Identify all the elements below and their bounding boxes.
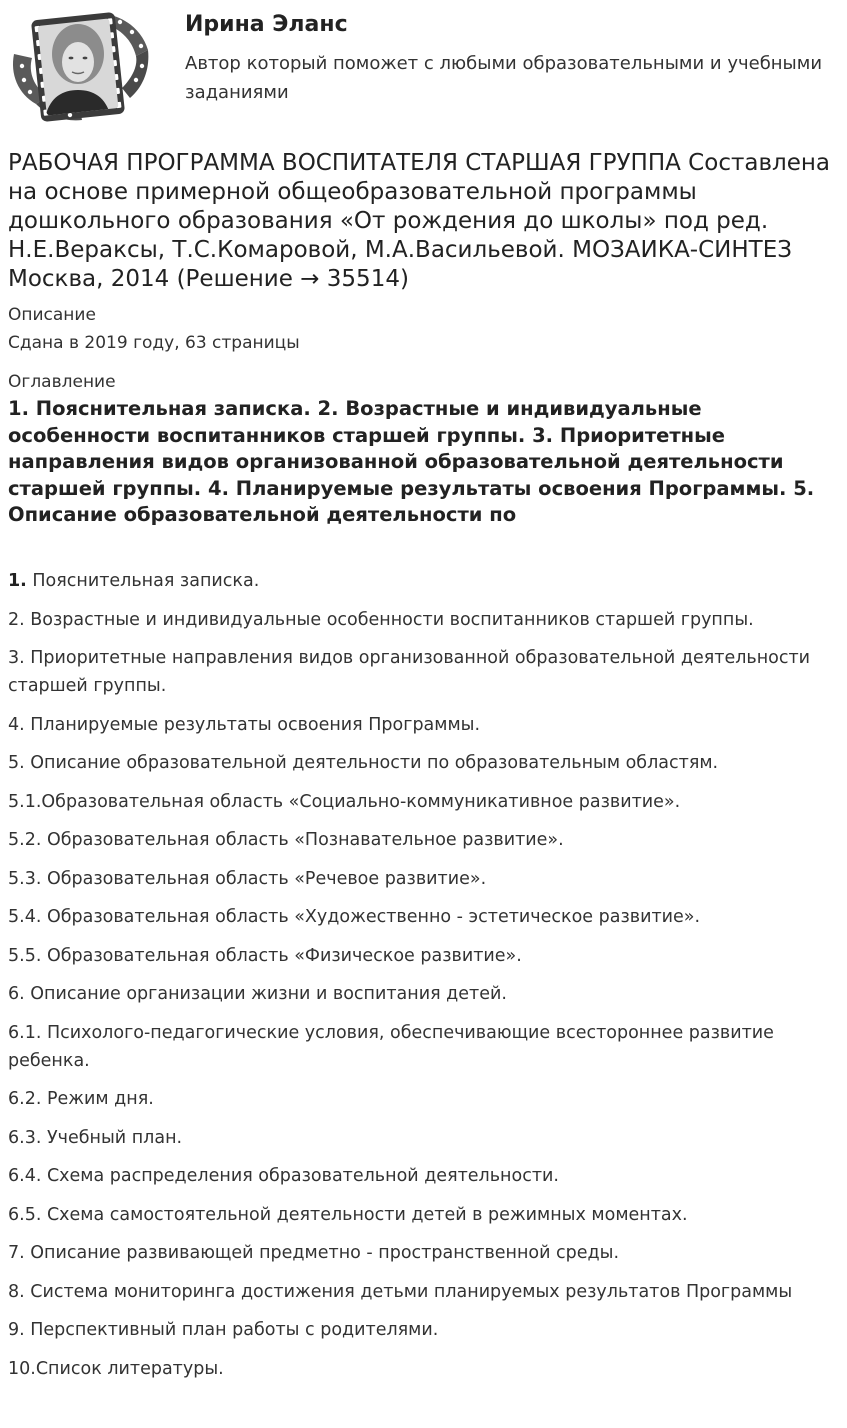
film-frame-avatar-icon — [8, 8, 150, 126]
toc-item: 4. Планируемые результаты освоения Программы. — [8, 714, 481, 735]
toc-list — [8, 567, 843, 1393]
toc-item: 6.2. Режим дня. — [8, 1089, 154, 1109]
description-value: Сдана в 2019 году, 63 страницы — [8, 333, 300, 353]
toc-item: 5. Описание образовательной деятельности по образовательным областям. — [8, 753, 719, 773]
toc-item — [8, 567, 843, 595]
toc-item: 5.1.Образовательная область «Социально-коммуникативное развитие». — [8, 791, 681, 812]
document-title: РАБОЧАЯ ПРОГРАММА ВОСПИТАТЕЛЯ СТАРШАЯ ГРУППА Составлена на основе примерной общеобразовательной программы дошкольного образования «От рождения до школы» под ред. Н.Е.Вераксы, Т.С.Комаровой, М.А.Васильевой. МОЗАИКА-СИНТЕЗ Москва, 2014 (Решение → 35514) — [8, 150, 830, 292]
toc-item: 2. Возрастные и индивидуальные особенности воспитанников старшей группы. — [8, 609, 754, 630]
toc-item: 7. Описание развивающей предметно - пространственной среды. — [8, 1243, 620, 1263]
author-header — [0, 0, 847, 130]
toc-item: 6.4. Схема распределения образовательной деятельности. — [8, 1166, 559, 1186]
toc-item: 5.2. Образовательная область «Познавательное развитие». — [8, 830, 564, 850]
toc-label: Оглавление — [8, 372, 116, 392]
toc-item: 6.3. Учебный план. — [8, 1127, 183, 1148]
avatar[interactable] — [8, 8, 150, 126]
toc-summary: 1. Пояснительная записка. 2. Возрастные и индивидуальные особенности воспитанников старшей группы. 3. Приоритетные направления видов организованной образовательной деятельности старшей группы. 4. Планируемые результаты освоения Программы. 5. Описание образовательной деятельности по — [8, 397, 815, 526]
toc-item: 8. Система мониторинга достижения детьми планируемых результатов Программы — [8, 1281, 793, 1302]
toc-item: 5.3. Образовательная область «Речевое развитие». — [8, 868, 487, 889]
toc-item-number: 1. — [8, 571, 27, 591]
toc-item: 3. Приоритетные направления видов организованной образовательной деятельности старшей группы. — [8, 648, 811, 696]
toc-item: 6.1. Психолого-педагогические условия, обеспечивающие всестороннее развитие ребенка. — [8, 1022, 774, 1071]
toc-item: 10.Список литературы. — [8, 1358, 224, 1379]
description-label: Описание — [8, 305, 96, 325]
toc-item: 6.5. Схема самостоятельной деятельности детей в режимных моментах. — [8, 1204, 688, 1225]
toc-item: 6. Описание организации жизни и воспитания детей. — [8, 984, 507, 1004]
author-description: Автор который поможет с любыми образовательными и учебными заданиями — [185, 53, 823, 103]
author-name[interactable]: Ирина Эланс — [185, 12, 348, 37]
toc-item: 9. Перспективный план работы с родителями. — [8, 1320, 439, 1340]
toc-item-text: Пояснительная записка. — [26, 571, 260, 591]
toc-item: 5.4. Образовательная область «Художественно - эстетическое развитие». — [8, 907, 701, 927]
toc-item: 5.5. Образовательная область «Физическое развитие». — [8, 945, 522, 966]
